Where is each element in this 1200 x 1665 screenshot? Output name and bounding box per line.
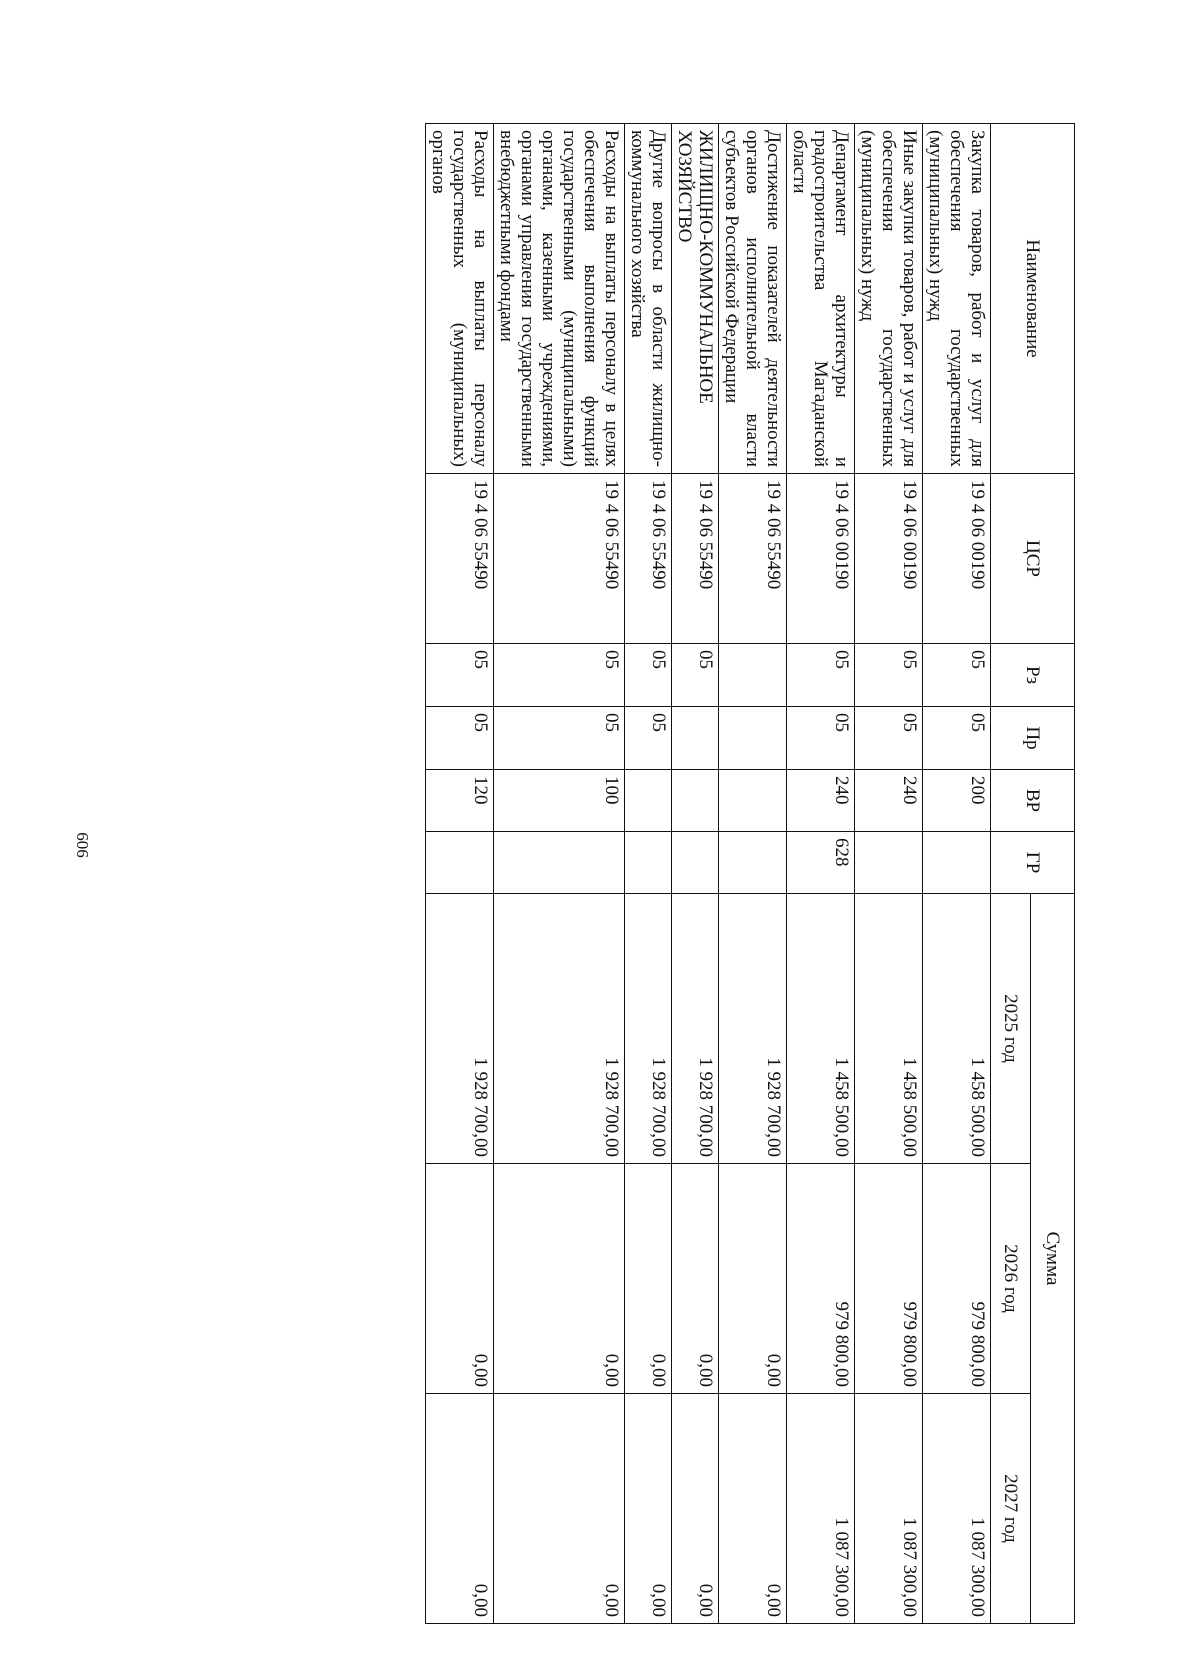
cell-2026: 0,00 <box>719 1164 787 1394</box>
cell-name: Другие вопросы в области жилищно-коммунального хозяйства <box>625 124 672 474</box>
cell-pr: 05 <box>787 707 855 770</box>
cell-pr: 05 <box>625 707 672 770</box>
cell-2025: 1 928 700,00 <box>672 894 719 1164</box>
cell-csr: 19 4 06 00190 <box>787 474 855 644</box>
cell-vr: 200 <box>923 770 991 832</box>
table-row <box>426 124 494 1624</box>
cell-2027: 0,00 <box>625 1394 672 1624</box>
cell-2025: 1 458 500,00 <box>855 894 923 1164</box>
header-vr: ВР <box>991 770 1075 832</box>
cell-2026: 979 800,00 <box>787 1164 855 1394</box>
cell-2027: 0,00 <box>672 1394 719 1624</box>
cell-name: Закупка товаров, работ и услуг для обеспечения государственных (муниципальных) нужд <box>923 124 991 474</box>
cell-2025: 1 928 700,00 <box>426 894 494 1164</box>
cell-pr <box>719 707 787 770</box>
budget-table <box>425 123 1075 1624</box>
table-row <box>494 124 625 1624</box>
cell-rz: 05 <box>855 644 923 707</box>
cell-2026: 0,00 <box>494 1164 625 1394</box>
cell-rz <box>719 644 787 707</box>
cell-gr <box>625 832 672 894</box>
cell-pr: 05 <box>855 707 923 770</box>
cell-gr <box>494 832 625 894</box>
cell-2026: 979 800,00 <box>855 1164 923 1394</box>
cell-2027: 0,00 <box>426 1394 494 1624</box>
cell-name: Иные закупки товаров, работ и услуг для обеспечения государственных (муниципальных) нужд <box>855 124 923 474</box>
table-row <box>855 124 923 1624</box>
table-row <box>719 124 787 1624</box>
cell-vr <box>625 770 672 832</box>
cell-name: Департамент архитектуры и градостроительства Магаданской области <box>787 124 855 474</box>
cell-2025: 1 458 500,00 <box>923 894 991 1164</box>
cell-vr <box>672 770 719 832</box>
cell-rz: 05 <box>494 644 625 707</box>
cell-gr <box>672 832 719 894</box>
cell-2026: 0,00 <box>426 1164 494 1394</box>
table-row <box>787 124 855 1624</box>
cell-csr: 19 4 06 00190 <box>923 474 991 644</box>
header-sum: Сумма <box>1031 894 1075 1624</box>
cell-name: Расходы на выплаты персоналу государственных (муниципальных) органов <box>426 124 494 474</box>
header-pr: Пр <box>991 707 1075 770</box>
cell-csr: 19 4 06 55490 <box>719 474 787 644</box>
table-row <box>923 124 991 1624</box>
cell-name: ЖИЛИЩНО-КОММУНАЛЬНОЕ ХОЗЯЙСТВО <box>672 124 719 474</box>
cell-csr: 19 4 06 00190 <box>855 474 923 644</box>
cell-gr <box>855 832 923 894</box>
header-year-2027: 2027 год <box>991 1394 1031 1624</box>
header-year-2025: 2025 год <box>991 894 1031 1164</box>
cell-csr: 19 4 06 55490 <box>494 474 625 644</box>
cell-rz: 05 <box>426 644 494 707</box>
cell-2027: 1 087 300,00 <box>923 1394 991 1624</box>
table-row <box>672 124 719 1624</box>
cell-pr <box>672 707 719 770</box>
header-rz: Рз <box>991 644 1075 707</box>
cell-vr <box>719 770 787 832</box>
cell-rz: 05 <box>923 644 991 707</box>
cell-gr <box>426 832 494 894</box>
cell-gr <box>719 832 787 894</box>
page-number: 606 <box>73 832 92 858</box>
cell-2026: 0,00 <box>625 1164 672 1394</box>
cell-2025: 1 928 700,00 <box>494 894 625 1164</box>
cell-2026: 979 800,00 <box>923 1164 991 1394</box>
cell-2027: 0,00 <box>494 1394 625 1624</box>
table-row <box>625 124 672 1624</box>
cell-2025: 1 928 700,00 <box>625 894 672 1164</box>
cell-rz: 05 <box>787 644 855 707</box>
cell-gr <box>923 832 991 894</box>
cell-rz: 05 <box>625 644 672 707</box>
cell-vr: 240 <box>787 770 855 832</box>
cell-2027: 1 087 300,00 <box>855 1394 923 1624</box>
header-year-2026: 2026 год <box>991 1164 1031 1394</box>
cell-pr: 05 <box>923 707 991 770</box>
cell-csr: 19 4 06 55490 <box>672 474 719 644</box>
header-csr: ЦСР <box>991 474 1075 644</box>
rotated-table-container <box>175 123 1075 1623</box>
cell-2025: 1 458 500,00 <box>787 894 855 1164</box>
cell-2027: 0,00 <box>719 1394 787 1624</box>
cell-csr: 19 4 06 55490 <box>426 474 494 644</box>
cell-vr: 240 <box>855 770 923 832</box>
header-gr: ГР <box>991 832 1075 894</box>
cell-name: Достижение показателей деятельности органов исполнительной власти субъектов Российской Федерации <box>719 124 787 474</box>
cell-rz: 05 <box>672 644 719 707</box>
cell-pr: 05 <box>426 707 494 770</box>
cell-2025: 1 928 700,00 <box>719 894 787 1164</box>
cell-csr: 19 4 06 55490 <box>625 474 672 644</box>
cell-gr: 628 <box>787 832 855 894</box>
cell-vr: 120 <box>426 770 494 832</box>
cell-2027: 1 087 300,00 <box>787 1394 855 1624</box>
header-name: Наименование <box>991 124 1075 474</box>
cell-2026: 0,00 <box>672 1164 719 1394</box>
cell-vr: 100 <box>494 770 625 832</box>
cell-name: Расходы на выплаты персоналу в целях обеспечения выполнения функций государственными (муниципальными) органами, казенными учреждениями, органами управления государственными внебюджетными фондами <box>494 124 625 474</box>
cell-pr: 05 <box>494 707 625 770</box>
